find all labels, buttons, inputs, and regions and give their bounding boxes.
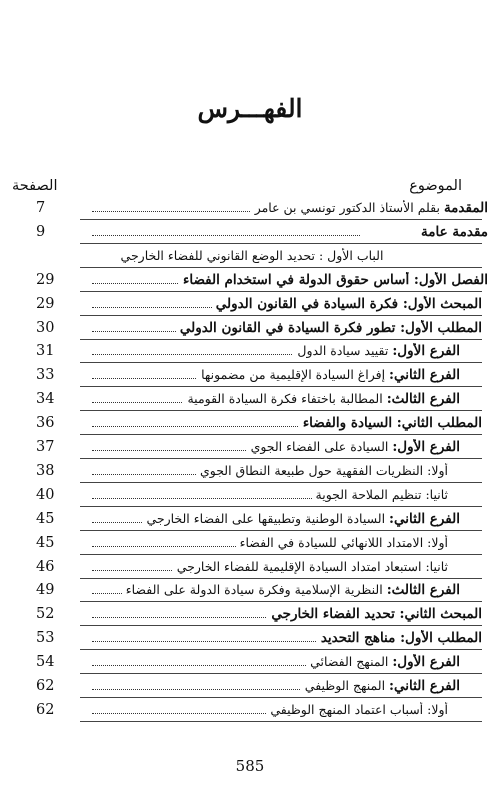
row-divider — [80, 339, 482, 340]
toc-entry — [0, 676, 500, 698]
toc-entry — [0, 294, 500, 316]
column-header-topic: الموضوع — [409, 178, 462, 194]
toc-entry-title — [301, 678, 460, 694]
toc-entry-page: 33 — [36, 367, 55, 384]
toc-entry-page: 49 — [36, 582, 55, 599]
toc-entry — [0, 604, 500, 626]
toc-entry — [0, 437, 500, 459]
toc-part-heading — [0, 246, 500, 268]
toc-entry — [0, 389, 500, 411]
toc-entry-text: المنهج الوظيفي — [304, 678, 390, 693]
toc-entry-label: الفرع الأول: — [392, 439, 460, 455]
toc-entry-page: 30 — [36, 319, 55, 336]
toc-entry-label: الفرع الثاني: — [389, 510, 460, 527]
toc-entry-title — [197, 367, 460, 383]
toc-entry-title — [306, 654, 460, 670]
toc-entry-label: المبحث الأول: — [402, 295, 482, 312]
row-divider — [80, 410, 482, 411]
row-divider — [80, 506, 482, 507]
toc-entry-page: 37 — [36, 439, 55, 455]
toc-entry-page: 40 — [36, 486, 55, 503]
row-divider — [80, 530, 482, 531]
toc-entry-title — [317, 630, 482, 646]
toc-entry-title — [312, 487, 448, 502]
row-divider — [80, 721, 482, 722]
toc-entry-title — [183, 391, 460, 407]
toc-entry-label: الفرع الأول: — [392, 654, 460, 671]
toc-entry-title — [267, 606, 482, 622]
toc-entry-text: مناهج التحديد — [320, 630, 401, 647]
row-divider — [80, 386, 482, 387]
toc-entry — [0, 198, 500, 220]
toc-entry — [0, 365, 500, 387]
toc-entry-page: 54 — [36, 654, 55, 671]
toc-entry-label: المطلب الثاني: — [396, 415, 482, 432]
toc-entry — [0, 580, 500, 602]
row-divider — [80, 482, 482, 483]
toc-entry-text: النظريات الفقهية حول طبيعة النطاق الجوي — [199, 462, 428, 478]
toc-entry-page: 9 — [36, 223, 46, 240]
toc-entry-label: المطلب الأول: — [400, 319, 482, 336]
toc-entry — [0, 509, 500, 531]
row-divider — [80, 243, 482, 244]
toc-entry-page: 46 — [36, 558, 55, 575]
toc-entry — [0, 557, 500, 579]
toc-entry-text: السيادة على الفضاء الجوي — [250, 439, 393, 454]
toc-entry-label: المقدمة — [443, 200, 488, 216]
toc-entry-text: السيادة والفضاء — [302, 415, 397, 432]
toc-entry-title — [247, 439, 460, 455]
toc-entry-text: تنظيم الملاحة الجوية — [315, 486, 426, 502]
toc-entry-page: 7 — [36, 200, 46, 216]
row-divider — [80, 458, 482, 459]
toc-entry-label: ثانيا: — [425, 486, 448, 502]
toc-entry-label: الفرع الثاني: — [389, 678, 460, 694]
toc-entry-page: 38 — [36, 462, 55, 479]
toc-entry-page: 31 — [36, 343, 55, 360]
toc-entry — [0, 461, 500, 483]
row-divider — [80, 697, 482, 698]
toc-entry-title — [251, 200, 488, 216]
toc-entry — [0, 628, 500, 650]
toc-entry-text: استبعاد امتداد السيادة الإقليمية للفضاء الخارجي — [176, 558, 426, 574]
toc-entry-text: أسباب اعتماد المنهج الوظيفي — [270, 701, 428, 717]
toc-entry-text: المطالبة باختفاء فكرة السيادة القومية — [187, 391, 387, 407]
toc-entry-text: تقييد سيادة الدول — [297, 343, 393, 359]
toc-entry-text: فكرة السيادة في القانون الدولي — [215, 295, 403, 312]
toc-entry-page: 53 — [36, 630, 55, 647]
row-divider — [80, 601, 482, 602]
toc-entry-text: السيادة الوطنية وتطبيقها على الفضاء الخارجي — [146, 510, 390, 526]
row-divider — [80, 315, 482, 316]
toc-entry-title — [122, 582, 460, 598]
toc-entry-page: 62 — [36, 701, 55, 718]
row-divider — [80, 554, 482, 555]
toc-entry-title — [417, 224, 488, 240]
toc-entry-label: الفصل الأول: — [413, 271, 488, 288]
row-divider — [80, 625, 482, 626]
toc-entry-text: أساس حقوق الدولة في استخدام الفضاء — [182, 271, 414, 288]
toc-entry — [0, 222, 500, 244]
toc-entry — [0, 700, 500, 722]
toc-entry-label: الفرع الأول: — [392, 343, 460, 360]
toc-entry-page: 36 — [36, 415, 55, 432]
toc-entry-text: الباب الأول : تحديد الوضع القانوني للفضاء الخارجي — [120, 247, 384, 263]
toc-entry-text: الامتداد اللانهائي للسيادة في الفضاء — [239, 534, 428, 550]
toc-entry-title — [0, 248, 500, 263]
row-divider — [80, 267, 482, 268]
row-divider — [80, 649, 482, 650]
row-divider — [80, 578, 482, 579]
toc-entry-text: النظرية الإسلامية وفكرة سيادة الدولة على الفضاء — [125, 582, 387, 598]
toc-entry-text: المنهج الفضائي — [310, 654, 393, 670]
row-divider — [80, 434, 482, 435]
toc-entry-label: الفرع الثالث: — [386, 391, 460, 408]
toc-entry-label: أولا: — [427, 534, 448, 550]
toc-entry-text: بقلم الأستاذ الدكتور تونسي بن عامر — [254, 200, 444, 215]
toc-entry-text: إفراغ السيادة الإقليمية من مضمونها — [201, 367, 390, 383]
toc-entry — [0, 318, 500, 340]
toc-entry-title — [176, 320, 482, 336]
toc-entry-title — [196, 463, 448, 478]
toc-entry-page: 34 — [36, 391, 55, 408]
row-divider — [80, 291, 482, 292]
page-number: 585 — [235, 757, 265, 775]
toc-entry-label: الفرع الثاني: — [389, 367, 460, 384]
toc-entry-label: الفرع الثالث: — [386, 582, 460, 599]
toc-entry-title — [173, 559, 448, 574]
toc-entry-title — [293, 343, 460, 359]
toc-entry-title — [236, 535, 448, 550]
toc-entry — [0, 652, 500, 674]
column-header-page: الصفحة — [12, 178, 58, 194]
toc-entry-page: 52 — [36, 606, 55, 623]
toc-entry-label: مقدمة عامة — [421, 223, 488, 240]
toc-entry-title — [179, 272, 488, 288]
toc-entry-title — [299, 415, 482, 431]
toc-entry-label: المطلب الأول: — [400, 630, 482, 647]
page-title: الفهـــرس — [197, 94, 303, 123]
toc-entry-page: 29 — [36, 271, 55, 288]
toc-entry-page: 45 — [36, 534, 55, 551]
toc-entry — [0, 270, 500, 292]
toc-entry-text: تطور فكرة السيادة في القانون الدولي — [179, 319, 401, 336]
toc-entry-page: 62 — [36, 678, 55, 694]
toc-entry-page: 29 — [36, 295, 55, 312]
toc-entry-page: 45 — [36, 510, 55, 527]
toc-entry-title — [212, 296, 482, 312]
row-divider — [80, 673, 482, 674]
toc-entry-label: أولا: — [427, 462, 448, 478]
toc-entry — [0, 533, 500, 555]
toc-entry-label: المبحث الثاني: — [399, 606, 482, 623]
toc-entry-title — [142, 511, 460, 527]
dot-leader — [92, 235, 360, 236]
toc-entry-text: تحديد الفضاء الخارجي — [271, 606, 400, 623]
toc-entry-label: ثانيا: — [425, 558, 448, 574]
toc-entry-title — [266, 702, 448, 717]
row-divider — [80, 219, 482, 220]
toc-entry — [0, 341, 500, 363]
toc-entry — [0, 413, 500, 435]
toc-entry — [0, 485, 500, 507]
toc-entry-label: أولا: — [427, 701, 448, 717]
row-divider — [80, 362, 482, 363]
